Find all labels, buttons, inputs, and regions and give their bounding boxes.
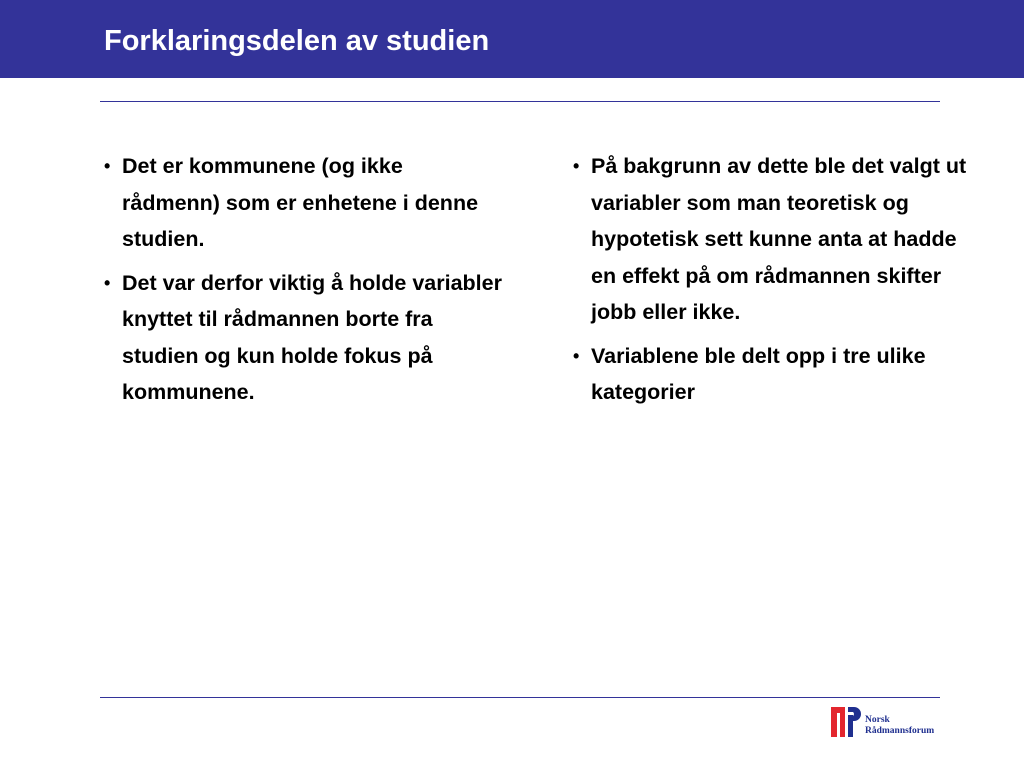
right-bullet-list <box>571 148 971 418</box>
bullet-text: På bakgrunn av dette ble det valgt ut variabler som man teoretisk og hypotetisk sett kunne anta at hadde en effekt på om rådmannen skifter jobb eller ikke. <box>591 154 967 324</box>
bullet-dot-icon: • <box>104 272 111 293</box>
bullet-item <box>102 148 502 258</box>
top-divider <box>100 101 940 102</box>
slide-title: Forklaringsdelen av studien <box>104 25 490 57</box>
bottom-divider <box>100 697 940 698</box>
bullet-text: Det er kommunene (og ikke rådmenn) som er enhetene i denne studien. <box>122 154 479 251</box>
nrf-logo-mark-icon <box>830 705 864 739</box>
bullet-item <box>102 265 502 411</box>
bullet-text: Variablene ble delt opp i tre ulike kategorier <box>591 343 926 404</box>
norsk-radmannsforum-logo <box>830 705 945 739</box>
logo-text <box>865 715 934 737</box>
bullet-dot-icon: • <box>573 156 580 176</box>
left-bullet-list <box>102 148 502 418</box>
bullet-item <box>571 338 971 411</box>
bullet-text: Det var derfor viktig å holde variabler knyttet til rådmannen borte fra studien og kun holde fokus på kommunene. <box>122 270 502 404</box>
bullet-dot-icon: • <box>104 156 111 176</box>
title-bar <box>0 0 1024 78</box>
bullet-item <box>571 148 971 331</box>
bullet-dot-icon: • <box>573 345 580 366</box>
logo-line-norsk: Norsk <box>865 715 890 725</box>
logo-line-radmannsforum: Rådmannsforum <box>865 726 935 736</box>
